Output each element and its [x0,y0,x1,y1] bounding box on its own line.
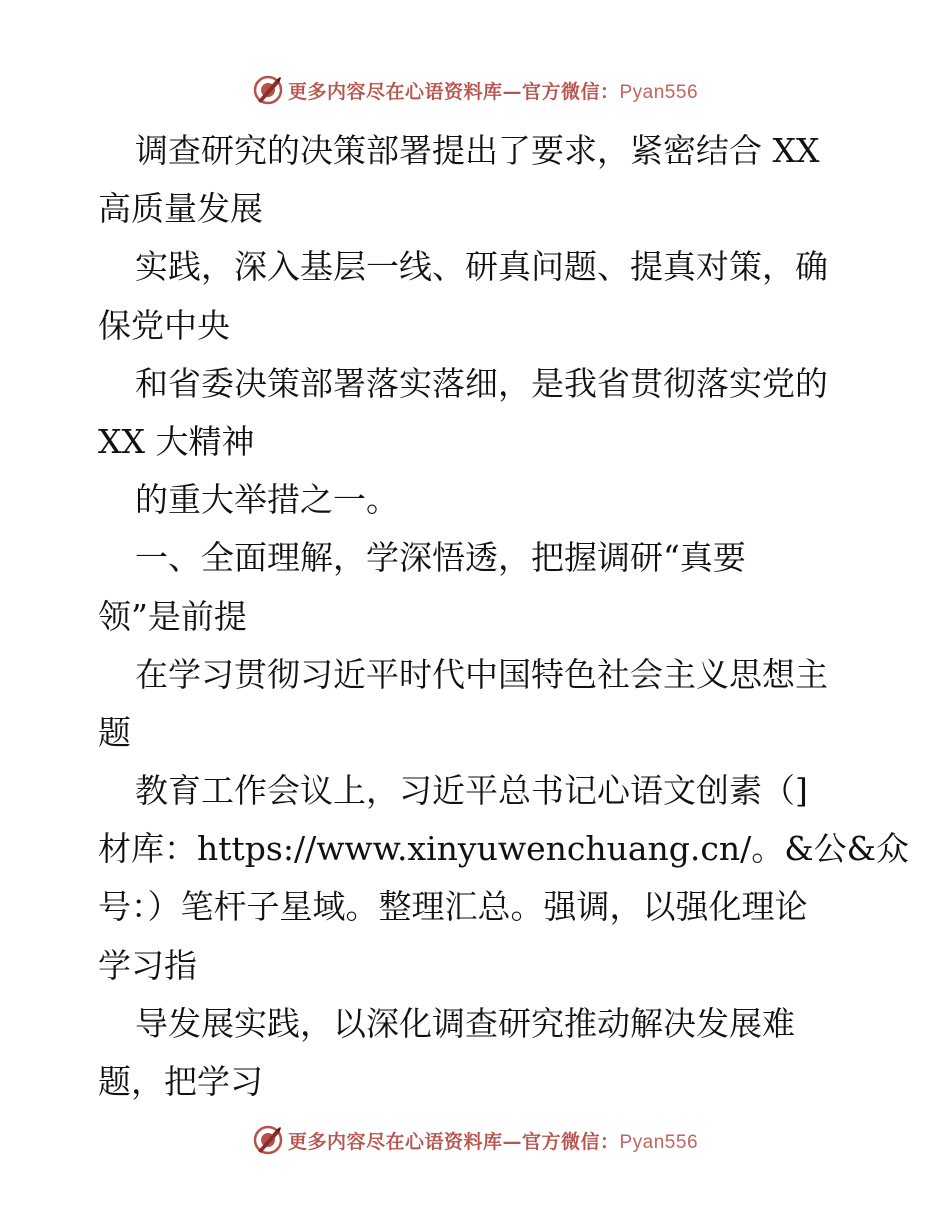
logo-pen-icon [252,74,284,106]
footer-banner [0,1120,950,1160]
body-line: 题 [98,712,131,752]
body-line: 的重大举措之一。 [135,480,399,520]
body-line: 实践，深入基层一线、研真问题、提真对策，确 [135,247,828,287]
banner-text [288,1127,698,1154]
document-body [98,122,909,1111]
body-line: 在学习贯彻习近平时代中国特色社会主义思想主 [135,654,828,694]
body-line: 高质量发展 [98,189,263,229]
body-line: 和省委决策部署落实落细，是我省贯彻落实党的 [135,363,828,403]
banner-label: 更多内容尽在心语资料库—官方微信： [287,80,620,103]
logo-pen-icon [252,1124,284,1156]
body-line: XX 大精神 [98,421,255,461]
body-line: 保党中央 [98,305,230,345]
section-heading-line: 一、全面理解，学深悟透，把握调研“真要 [135,538,746,578]
header-banner [0,70,950,110]
section-heading-line: 领”是前提 [98,596,247,636]
body-line: 学习指 [98,945,197,985]
body-line: 题，把学习 [98,1062,263,1101]
banner-wechat-id: Pyan556 [619,1131,699,1153]
banner-wechat-id: Pyan556 [619,81,699,103]
banner-text [288,77,698,104]
body-line-url: 材库：https://www.xinyuwenchuang.cn/。&公&众 [98,829,909,869]
banner-label: 更多内容尽在心语资料库—官方微信： [287,1130,620,1153]
body-line: 导发展实践，以深化调查研究推动解决发展难 [135,1003,795,1043]
body-line: 教育工作会议上，习近平总书记心语文创素（] [135,771,808,811]
body-line: 号：）笔杆子星域。整理汇总。强调，以强化理论 [98,887,808,927]
body-line: 调查研究的决策部署提出了要求，紧密结合 XX [135,131,820,170]
